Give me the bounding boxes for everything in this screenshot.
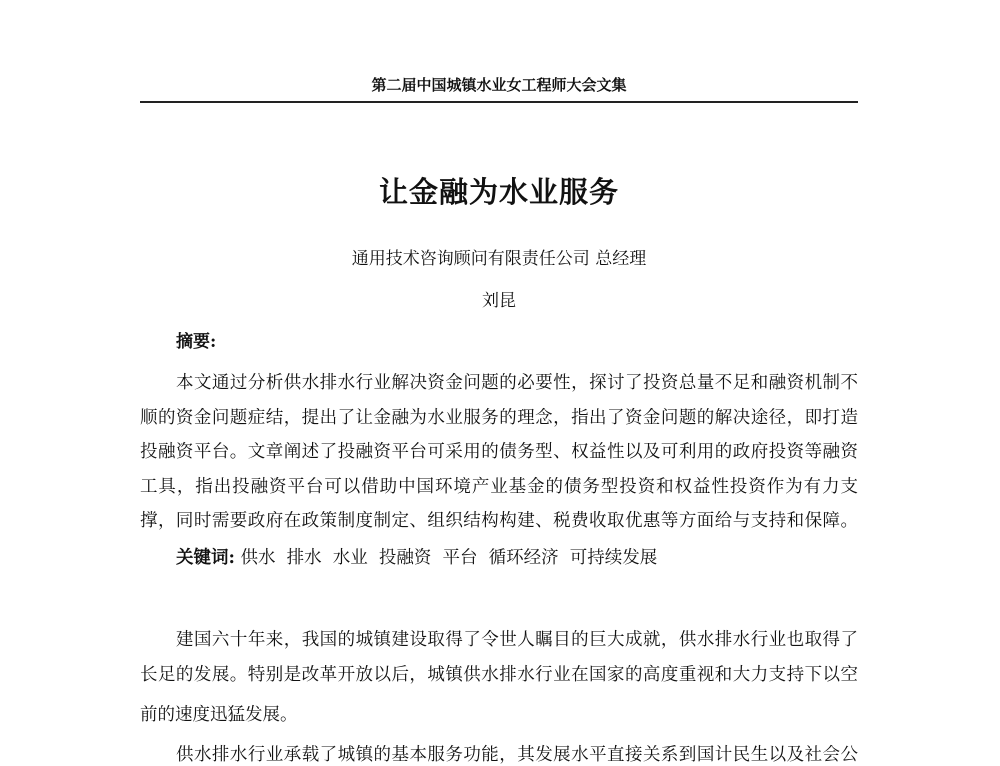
abstract-line: 顺的资金问题症结，提出了让金融为水业服务的理念，指出了资金问题的解决途径，即打造 (140, 408, 858, 428)
abstract-line: 本文通过分析供水排水行业解决资金问题的必要性，探讨了投资总量不足和融资机制不 (176, 373, 858, 393)
body-line: 前的速度迅猛发展。 (140, 705, 298, 725)
body-line: 长足的发展。特别是改革开放以后，城镇供水排水行业在国家的高度重视和大力支持下以空 (140, 665, 858, 685)
abstract-label: 摘要: (176, 332, 217, 352)
paper-title: 让金融为水业服务 (378, 175, 619, 209)
abstract-line: 投融资平台。文章阐述了投融资平台可采用的债务型、权益性以及可利用的政府投资等融资 (140, 442, 858, 462)
author-affiliation: 通用技术咨询顾问有限责任公司 总经理 (351, 249, 647, 269)
body-line: 建国六十年来，我国的城镇建设取得了令世人瞩目的巨大成就，供水排水行业也取得了 (176, 630, 858, 650)
keywords-list: 供水 排水 水业 投融资 平台 循环经济 可持续发展 (240, 548, 658, 568)
abstract-line: 撑，同时需要政府在政策制度制定、组织结构构建、税费收取优惠等方面给与支持和保障。 (140, 511, 858, 531)
keywords (176, 544, 657, 569)
body-line: 供水排水行业承载了城镇的基本服务功能，其发展水平直接关系到国计民生以及社会公 (176, 745, 858, 765)
keywords-label: 关键词: (176, 548, 235, 568)
header-rule (140, 101, 858, 103)
abstract-line: 工具，指出投融资平台可以借助中国环境产业基金的债务型投资和权益性投资作为有力支 (140, 477, 858, 497)
running-header: 第二届中国城镇水业女工程师大会文集 (371, 76, 627, 94)
author-name: 刘昆 (482, 291, 516, 311)
